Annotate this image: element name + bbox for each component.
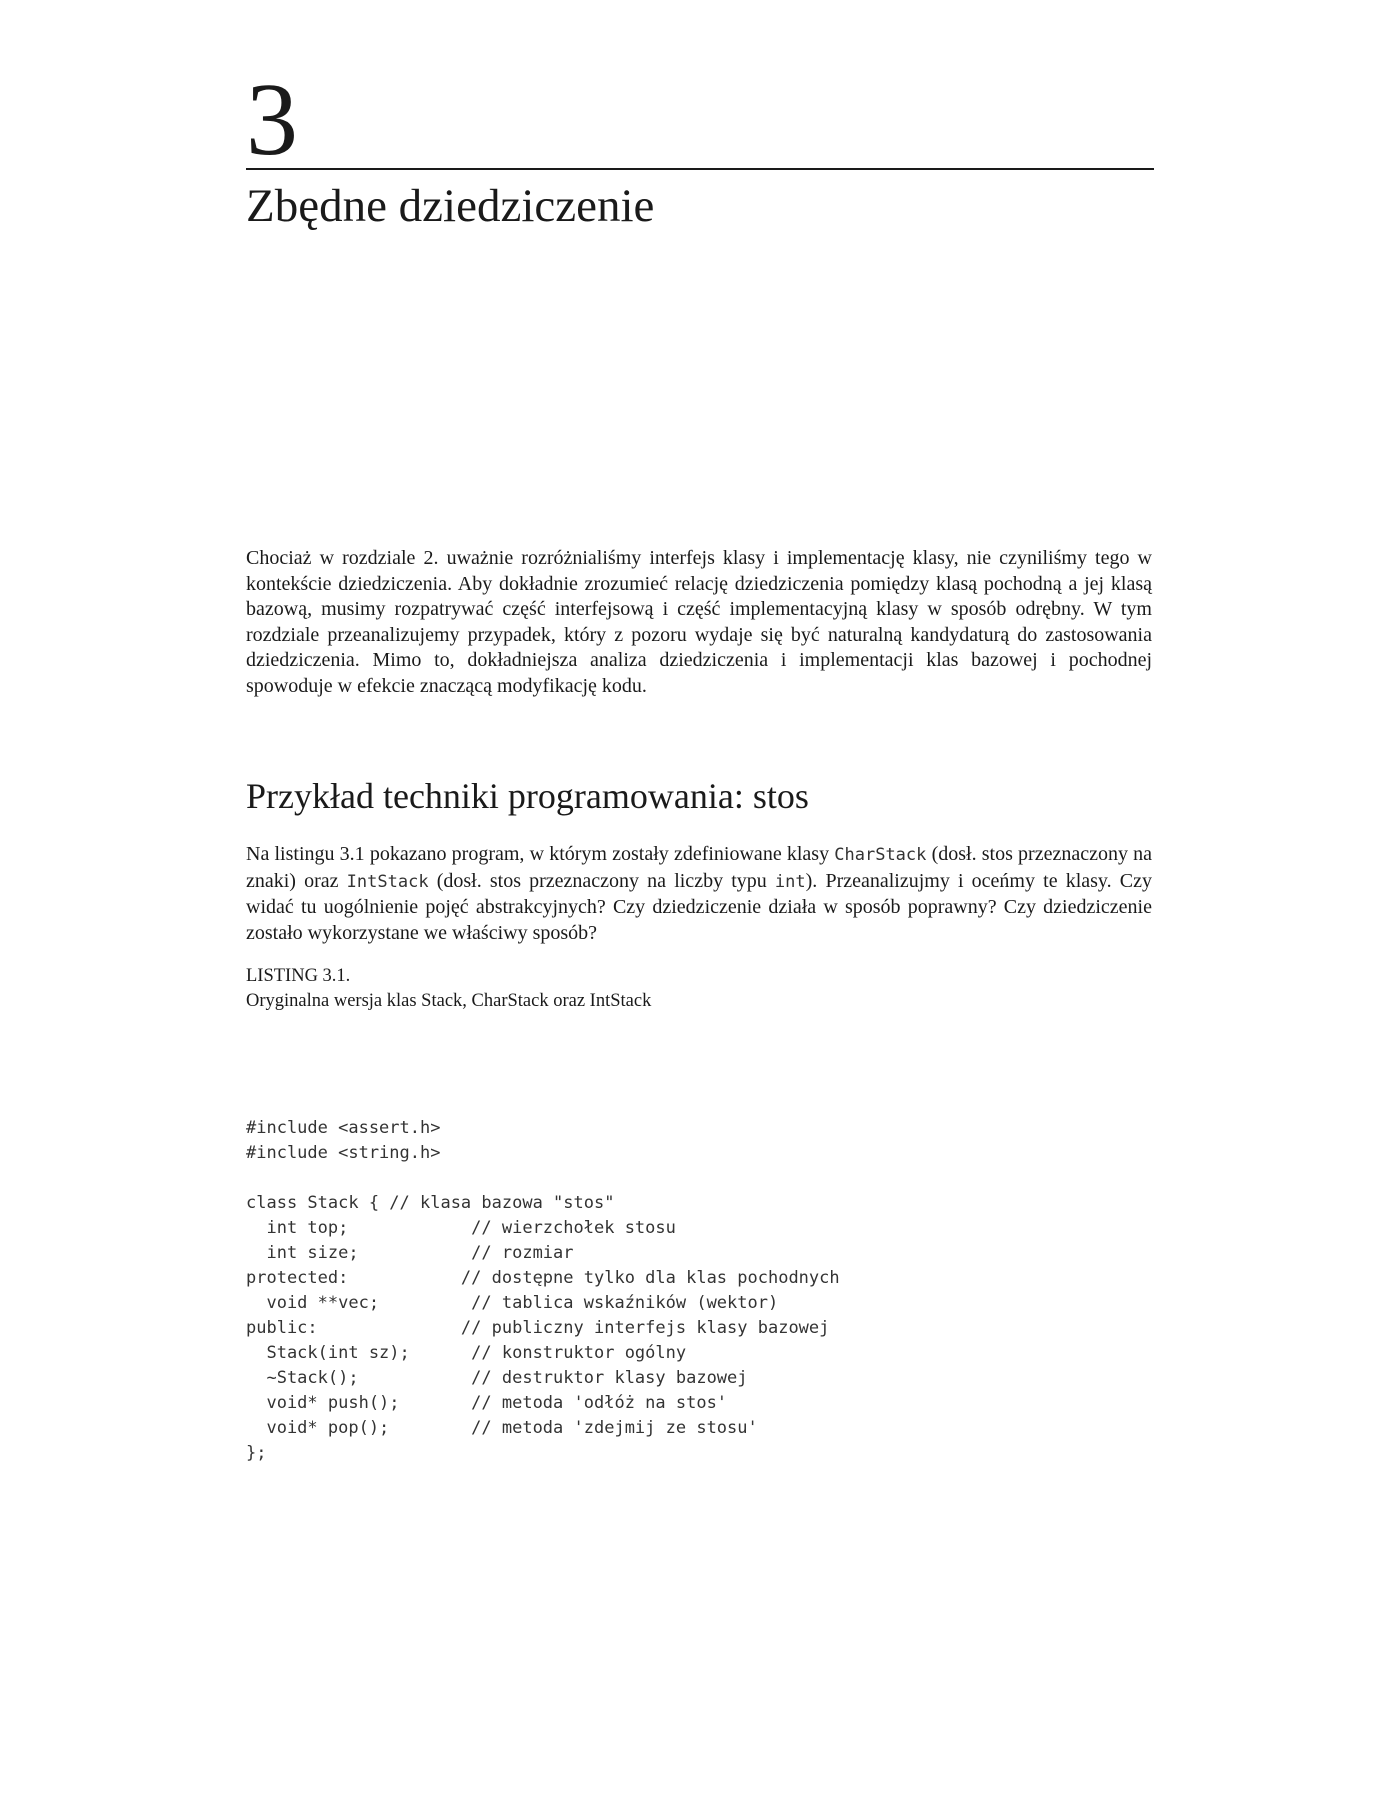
code-line: Stack(int sz); // konstruktor ogólny: [246, 1343, 687, 1363]
section-text-2: (dosł. stos przeznaczony na znaki) oraz: [246, 843, 1153, 892]
code-listing: [246, 1116, 840, 1466]
section-title: Przykład techniki programowania: stos: [246, 776, 809, 816]
inline-code-charstack: CharStack: [834, 845, 927, 865]
section-text-1: Na listingu 3.1 pokazano program, w którym zostały zdefiniowane klasy: [246, 843, 835, 865]
listing-heading: [246, 964, 651, 1014]
code-line: };: [246, 1443, 267, 1463]
code-line: ~Stack(); // destruktor klasy bazowej: [246, 1368, 748, 1388]
code-line: int size; // rozmiar: [246, 1243, 574, 1263]
section-text-3: (dosł. stos przeznaczony na liczby typu: [428, 869, 775, 892]
code-line: protected: // dostępne tylko dla klas pochodnych: [246, 1268, 840, 1288]
code-line: [246, 1166, 840, 1191]
code-line: public: // publiczny interfejs klasy bazowej: [246, 1318, 830, 1338]
code-line: #include <assert.h>: [246, 1118, 441, 1138]
code-line: class Stack { // klasa bazowa "stos": [246, 1193, 615, 1213]
code-line: void **vec; // tablica wskaźników (wektor): [246, 1293, 779, 1313]
chapter-number: 3: [246, 62, 298, 177]
intro-paragraph: Chociaż w rozdziale 2. uważnie rozróżnialiśmy interfejs klasy i implementację klasy, nie czyniliśmy tego w kontekście dziedziczenia. Aby dokładnie zrozumieć relację dziedziczenia pomiędzy klasą pochodną a jej klasą bazową, musimy rozpatrywać część interfejsową i część implementacyjną klasy w sposób odrębny. W tym rozdziale przeanalizujemy przypadek, który z pozoru wydaje się być naturalną kandydaturą do zastosowania dziedziczenia. Mimo to, dokładniejsza analiza dziedziczenia i implementacji klas bazowej i pochodnej spowoduje w efekcie znaczącą modyfikację kodu.: [246, 547, 1152, 697]
code-line: int top; // wierzchołek stosu: [246, 1218, 676, 1238]
section-text-4: ). Przeanalizujmy i oceńmy te klasy. Czy widać tu uogólnienie pojęć abstrakcyjnych? Czy dziedziczenie działa w sposób poprawny? Czy dziedziczenie zostało wykorzystane we właściwy sposób?: [246, 869, 1152, 944]
chapter-rule: [246, 168, 1154, 170]
document-page: [246, 62, 1153, 1463]
code-line: #include <string.h>: [246, 1143, 441, 1163]
listing-label: LISTING 3.1.: [246, 966, 351, 986]
code-line: void* pop(); // metoda 'zdejmij ze stosu': [246, 1418, 758, 1438]
chapter-title: Zbędne dziedziczenie: [246, 180, 655, 232]
section-paragraph: [246, 842, 1152, 946]
code-line: void* push(); // metoda 'odłóż na stos': [246, 1393, 728, 1413]
inline-code-intstack: IntStack: [346, 871, 429, 892]
listing-caption: Oryginalna wersja klas Stack, CharStack oraz IntStack: [246, 991, 652, 1011]
inline-code-int: int: [774, 871, 806, 892]
